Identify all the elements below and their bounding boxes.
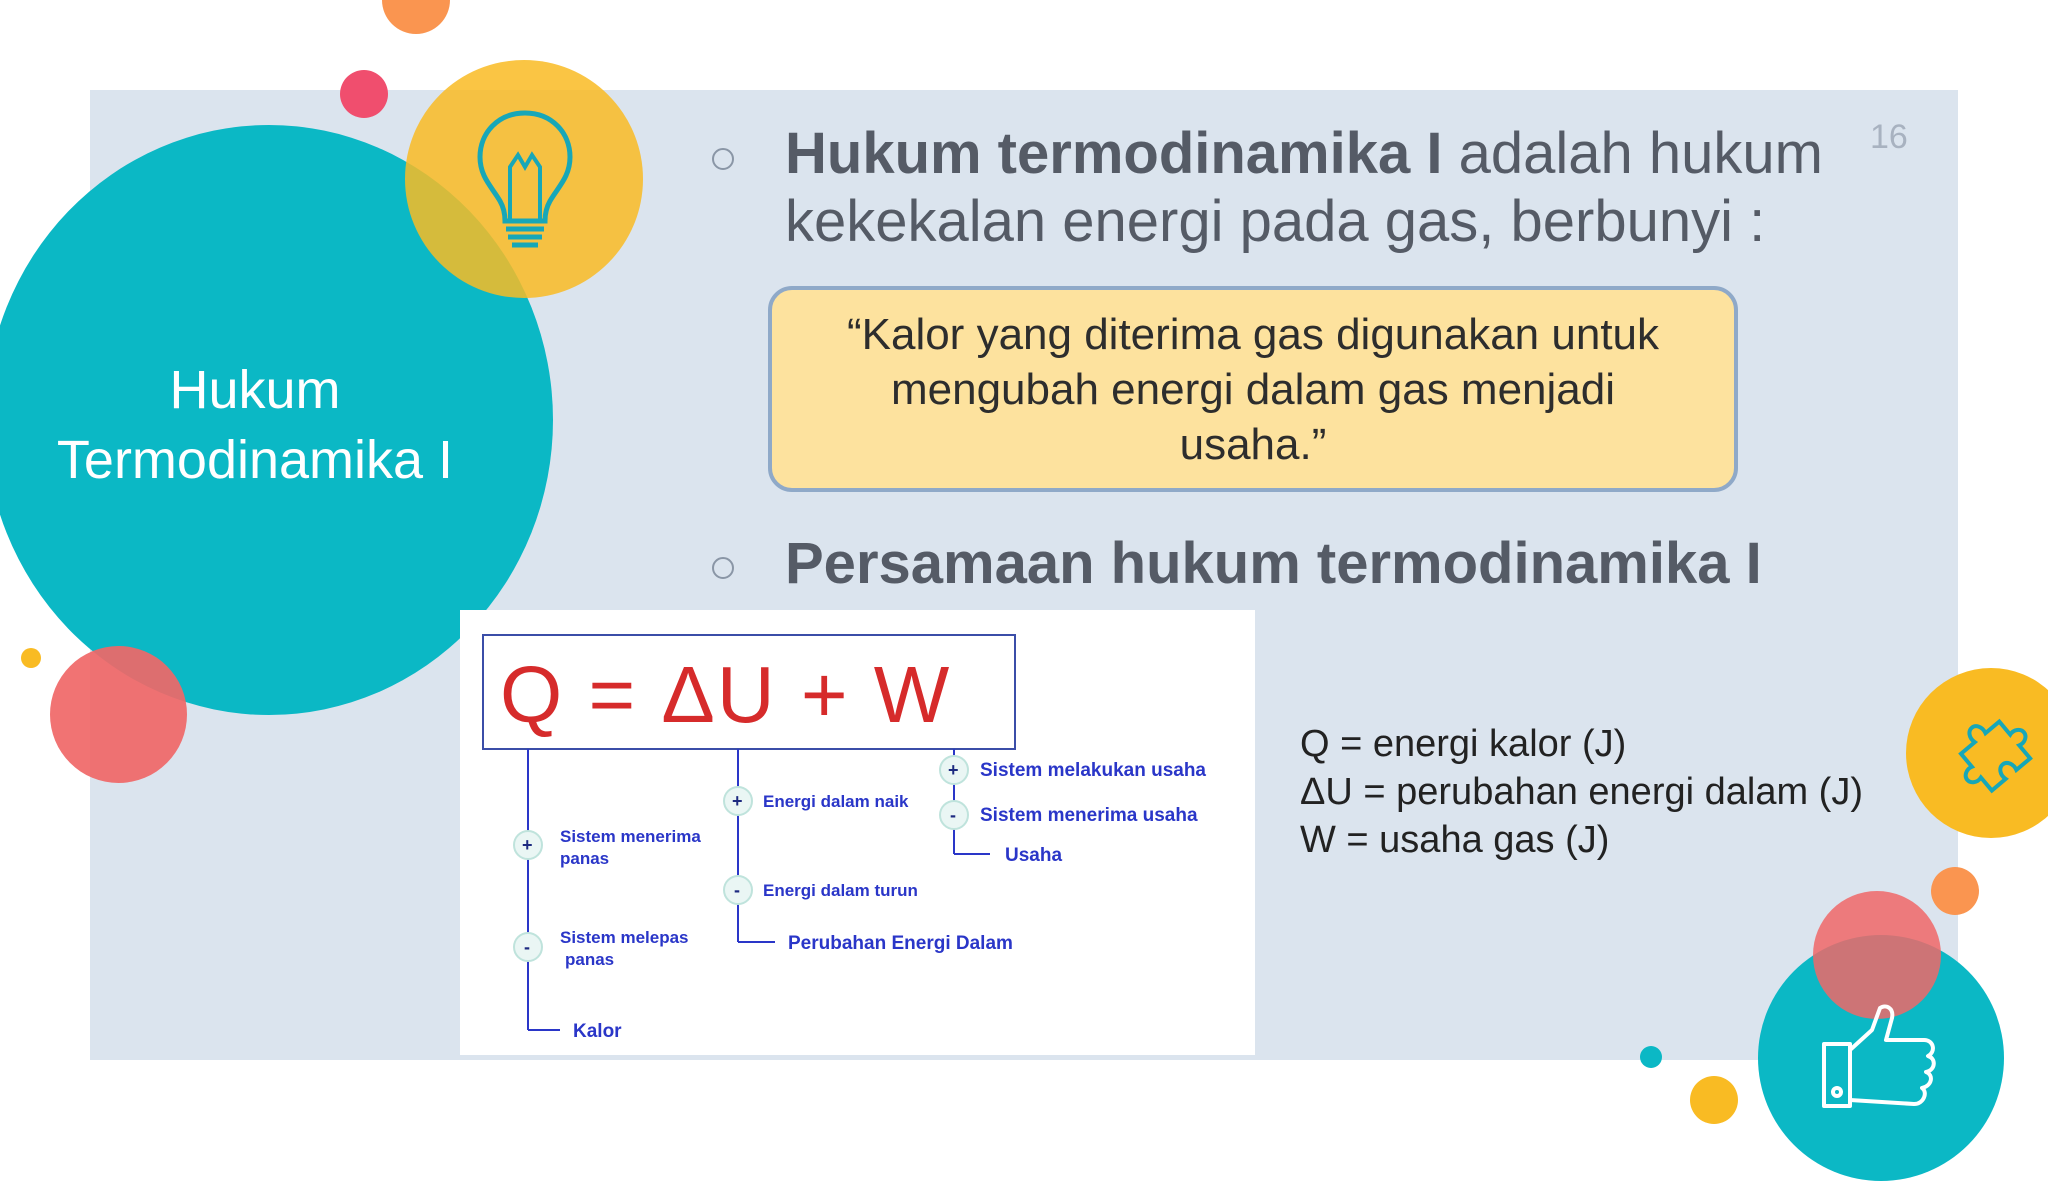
w-label: Usaha [1005,845,1063,866]
w-minus-label: Sistem menerima usaha [980,805,1198,826]
q-minus-label: Sistem melepas [560,928,689,947]
quote-line1: “Kalor yang diterima gas digunakan untuk [846,309,1660,359]
deco-circle-orange-top [382,0,450,34]
equation-text: Q = ΔU + W [500,650,952,739]
w-plus-sign: + [948,760,959,780]
side-title-line2: Termodinamika I [56,430,454,490]
thumbs-up-icon [1820,1000,1942,1117]
puzzle-icon [1948,708,2038,803]
equation-diagram [460,610,1255,1055]
bullet-text-1 [785,120,1825,256]
quote-line2: mengubah energi dalam gas menjadi usaha.” [890,364,1616,469]
q-label: Kalor [573,1021,622,1042]
side-title-line1: Hukum [169,360,341,420]
lightbulb-icon [470,105,580,260]
bullet-2-bold: Persamaan hukum termodinamika I [785,531,1762,596]
bullet-1-rest: adalah hukum [1442,121,1823,186]
u-plus-label: Energi dalam naik [763,792,909,811]
deco-circle-yellow-dot [21,648,41,668]
bullet-1-bold: Hukum termodinamika I [785,121,1443,186]
side-title [20,355,490,495]
w-minus-sign: - [950,805,956,825]
q-minus-sign: - [524,937,530,957]
q-plus-label2: panas [560,849,610,868]
page-number: 16 [1870,118,1908,156]
deco-circle-pink-small [340,70,388,118]
bullet-marker-1 [712,148,734,170]
variable-legend [1300,720,1863,864]
deco-circle-teal-dot [1640,1046,1662,1068]
bullet-text-2 [785,530,1825,598]
q-minus-label2: panas [565,950,615,969]
u-minus-label: Energi dalam turun [763,881,918,900]
deco-circle-orange-right [1931,867,1979,915]
legend-du: ΔU = perubahan energi dalam (J) [1300,771,1863,813]
bullet-1-line2: kekekalan energi pada gas, berbunyi : [785,189,1766,254]
q-plus-label: Sistem menerima [560,827,701,846]
bullet-marker-2 [712,557,734,579]
q-plus-sign: + [522,835,533,855]
deco-circle-coral-left [50,646,187,783]
u-label: Perubahan Energi Dalam [788,933,1013,954]
u-plus-sign: + [732,791,743,811]
deco-circle-yellow-bottom [1690,1076,1738,1124]
w-plus-label: Sistem melakukan usaha [980,760,1206,781]
quote-box [768,286,1738,492]
u-minus-sign: - [734,880,740,900]
legend-q: Q = energi kalor (J) [1300,723,1627,765]
legend-w: W = usaha gas (J) [1300,819,1610,861]
